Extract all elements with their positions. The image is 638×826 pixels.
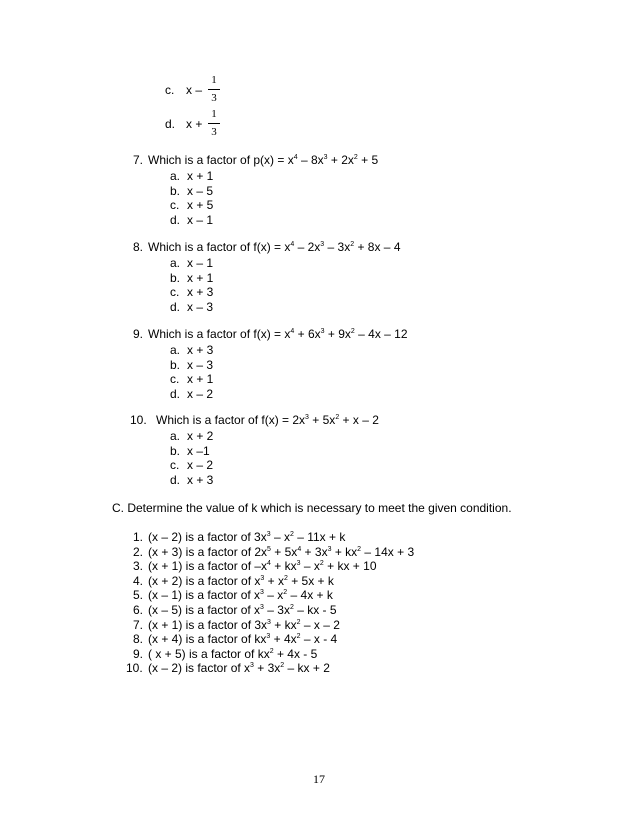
condition-text: ( x + 5) is a factor of $kx^2 + 4x - 5$ bbox=[148, 646, 318, 661]
question-text: Which is a factor of $p(x) = x^4 - 8x^3 + 2x^2 + 5$ bbox=[148, 153, 379, 167]
condition-number: 2. bbox=[133, 544, 144, 559]
question-number: 8. bbox=[133, 240, 144, 254]
condition-text: (x + 2) is a factor of $x^3 + x^2 + 5x + k$ bbox=[148, 573, 334, 588]
question-number: 9. bbox=[133, 327, 144, 341]
question-text: Which is a factor of $f(x) = x^4 + 6x^3 + 9x^2 - 4x - 12$ bbox=[148, 327, 408, 341]
condition-text: (x + 4) is a factor of $kx^3 + 4x^2 - x - 4$ bbox=[148, 632, 338, 647]
question-text: Which is a factor of $f(x) = 2x^3 + 5x^2 + x - 2$ bbox=[156, 413, 379, 427]
option-letter: b. bbox=[170, 357, 181, 372]
page-number: 17 bbox=[313, 772, 325, 786]
condition-text: (x – 1) is a factor of $x^3 - x^2 - 4x + k$ bbox=[148, 588, 333, 603]
condition-text: (x – 5) is a factor of $x^3 - 3x^2$ – kx - 5 bbox=[148, 603, 337, 617]
condition-text: (x + 1) is a factor of $-x^4 + kx^3 - x^2$ + kx + 10 bbox=[148, 559, 377, 574]
option-text: x – 1 bbox=[187, 212, 214, 227]
option-text: x + 3 bbox=[187, 285, 214, 300]
condition-text: (x – 2) is factor of $x^3 + 3x^2$ – kx + 2 bbox=[148, 661, 330, 676]
option-text: x + 1 bbox=[187, 372, 214, 387]
option-text: x – 5 bbox=[187, 183, 214, 198]
question-number: 10. bbox=[130, 413, 147, 427]
option-letter: b. bbox=[170, 270, 181, 285]
option-letter: d. bbox=[170, 386, 181, 401]
option-text: x + 1 bbox=[187, 270, 214, 285]
option-letter: c. bbox=[170, 285, 180, 300]
fraction-denominator: 3 bbox=[211, 92, 217, 104]
option-letter: a. bbox=[170, 169, 181, 183]
option-letter: a. bbox=[170, 256, 181, 270]
section-c-heading: C. Determine the value of k which is necessary to meet the given condition. bbox=[112, 501, 512, 515]
condition-number: 7. bbox=[133, 617, 144, 632]
option-text: x + 3 bbox=[187, 472, 214, 487]
option-text: x + 1 bbox=[187, 169, 214, 183]
fraction-bar bbox=[208, 123, 220, 124]
option-letter: d. bbox=[170, 212, 181, 227]
fraction-bar bbox=[208, 89, 220, 90]
option-letter: d. bbox=[170, 299, 181, 314]
condition-number: 9. bbox=[133, 646, 144, 661]
option-text: x + 2 bbox=[187, 429, 214, 443]
option-letter: c. bbox=[170, 372, 180, 387]
option-letter: c. bbox=[170, 458, 180, 473]
condition-number: 5. bbox=[133, 588, 144, 603]
option-text: x –1 bbox=[187, 443, 210, 458]
option-text: x – 3 bbox=[187, 299, 214, 314]
option-letter: c. bbox=[170, 198, 180, 213]
condition-number: 1. bbox=[133, 530, 144, 544]
option-letter: a. bbox=[170, 429, 181, 443]
option-text: x + 3 bbox=[187, 343, 214, 357]
option-letter: b. bbox=[170, 183, 181, 198]
question-number: 7. bbox=[133, 153, 144, 167]
condition-text: (x – 2) is a factor of $3x^3 - x^2 - 11x + k$ bbox=[148, 530, 346, 544]
condition-number: 10. bbox=[126, 661, 143, 676]
option-text: x – 2 bbox=[187, 386, 214, 401]
option-expression: x – bbox=[186, 83, 203, 97]
option-letter: d. bbox=[165, 117, 176, 131]
option-text: x – 3 bbox=[187, 357, 214, 372]
fraction-denominator: 3 bbox=[211, 126, 217, 138]
option-letter: a. bbox=[170, 343, 181, 357]
condition-number: 3. bbox=[133, 559, 144, 574]
fraction-numerator: 1 bbox=[211, 74, 217, 86]
option-text: x – 1 bbox=[187, 256, 214, 270]
condition-text: (x + 1) is a factor of $3x^3 + kx^2 - x - 2$ bbox=[148, 617, 340, 632]
question-text: Which is a factor of $f(x) = x^4 - 2x^3 - 3x^2 + 8x - 4$ bbox=[148, 240, 401, 254]
option-letter: b. bbox=[170, 443, 181, 458]
condition-number: 8. bbox=[133, 632, 144, 647]
condition-text: (x + 3) is a factor of $2x^5 + 5x^4 + 3x^3 + kx^2 - 14x + 3$ bbox=[148, 544, 415, 559]
option-expression: x + bbox=[186, 117, 203, 131]
option-letter: c. bbox=[165, 83, 175, 97]
condition-number: 6. bbox=[133, 603, 144, 617]
option-letter: d. bbox=[170, 472, 181, 487]
condition-number: 4. bbox=[133, 573, 144, 588]
option-text: x + 5 bbox=[187, 198, 214, 213]
fraction-numerator: 1 bbox=[211, 108, 217, 120]
option-text: x – 2 bbox=[187, 458, 214, 473]
